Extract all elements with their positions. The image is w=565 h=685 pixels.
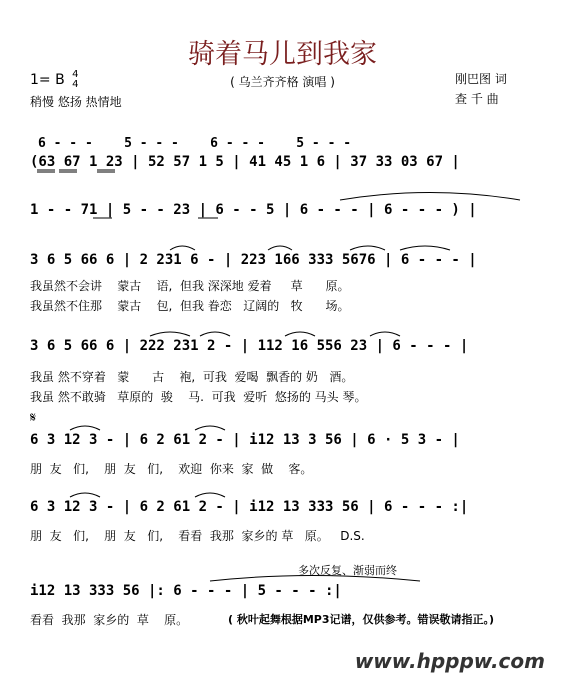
repeat-instruction: 多次反复、渐弱而终: [298, 564, 397, 577]
time-top: 4: [72, 69, 79, 80]
staff-7-notes: i12 13 333 56 |: 6 - - - | 5 - - - :|: [30, 583, 342, 599]
lyric-line-5: 朋 友 们, 朋 友 们, 欢迎 你来 家 做 客。: [30, 462, 313, 476]
lyric-line-7: 看看 我那 家乡的 草 原。: [30, 613, 189, 627]
key-label: 1= B: [30, 72, 65, 88]
staff-5-notes: 6 3 12 3 - | 6 2 61 2 - | i12 13 3 56 | 6 · 5 3 - |: [30, 432, 460, 448]
staff-1-upper: 6 - - - 5 - - - 6 - - - 5 - - -: [38, 136, 352, 151]
lyric-line-1: 我虽然不会讲 蒙古 语, 但我 深深地 爱着 草 原。: [30, 279, 350, 293]
staff-3-notes: 3 6 5 66 6 | 2 231 6 - | 223 166 333 5676 | 6 - - - |: [30, 252, 477, 268]
lyric-line-2: 我虽然不住那 蒙古 包, 但我 眷恋 辽阔的 牧 场。: [30, 299, 350, 313]
staff-4-notes: 3 6 5 66 6 | 222 231 2 - | 112 16 556 23 | 6 - - - |: [30, 338, 469, 354]
lyric-line-6: 朋 友 们, 朋 友 们, 看看 我那 家乡的 草 原。 D.S.: [30, 529, 365, 543]
performer-subtitle: ( 乌兰齐齐格 演唱 ): [230, 75, 335, 89]
lyricist-credit: 刚巴图 词: [455, 72, 507, 86]
time-bottom: 4: [72, 79, 79, 90]
transcription-note: ( 秋叶起舞根据MP3记谱，仅供参考。错误敬请指正。): [228, 613, 495, 626]
lyric-line-4: 我虽 然不敢骑 草原的 骏 马. 可我 爱听 悠扬的 马头 琴。: [30, 390, 367, 404]
tempo-marking: 稍慢 悠扬 热情地: [30, 95, 122, 109]
staff-2-notes: 1 - - 71 | 5 - - 23 | 6 - - 5 | 6 - - - | 6 - - - ) |: [30, 202, 477, 218]
segno-icon: 𝄋: [30, 410, 37, 426]
composer-credit: 查 千 曲: [455, 92, 499, 106]
staff-1-notes: (63 67 1 23 | 52 57 1 5 | 41 45 1 6 | 37 33 03 67 |: [30, 154, 460, 170]
staff-6-notes: 6 3 12 3 - | 6 2 61 2 - | i12 13 333 56 | 6 - - - :|: [30, 499, 469, 515]
song-title: 骑着马儿到我家: [188, 39, 377, 70]
lyric-line-3: 我虽 然不穿着 蒙 古 袍, 可我 爱喝 飘香的 奶 酒。: [30, 370, 354, 384]
site-watermark: www.hpppw.com: [354, 649, 545, 673]
